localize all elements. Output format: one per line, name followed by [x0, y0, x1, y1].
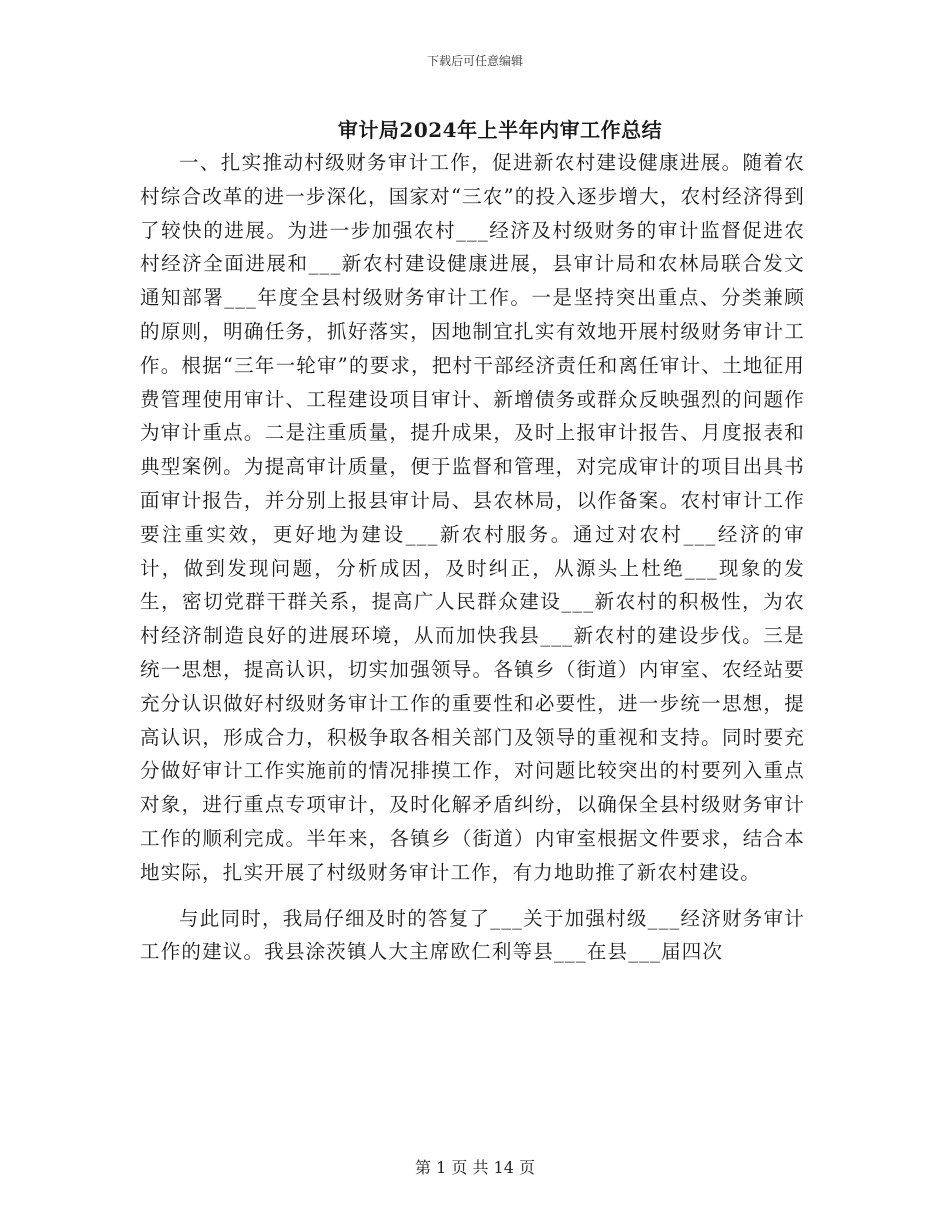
header-note: 下载后可任意编辑: [426, 54, 523, 68]
document-body: [140, 146, 805, 969]
body-paragraph-1: 一、扎实推动村级财务审计工作，促进新农村建设健康进展。随着农村综合改革的进一步深化，国家对“三农”的投入逐步增大，农村经济得到了较快的进展。为进一步加强农村___经济及村级财务的审计监督促进农村经济全面进展和___新农村建设健康进展，县审计局和农林局联合发文通知部署___年度全县村级财务审计工作。一是坚持突出重点、分类兼顾的原则，明确任务，抓好落实，因地制宜扎实有效地开展村级财务审计工作。根据“三年一轮审”的要求，把村干部经济责任和离任审计、土地征用费管理使用审计、工程建设项目审计、新增债务或群众反映强烈的问题作为审计重点。二是注重质量，提升成果，及时上报审计报告、月度报表和典型案例。为提高审计质量，便于监督和管理，对完成审计的项目出具书面审计报告，并分别上报县审计局、县农林局，以作备案。农村审计工作要注重实效，更好地为建设___新农村服务。通过对农村___经济的审计，做到发现问题，分析成因，及时纠正，从源头上杜绝___现象的发生，密切党群干群关系，提高广人民群众建设___新农村的积极性，为农村经济制造良好的进展环境，从而加快我县___新农村的建设步伐。三是统一思想，提高认识，切实加强领导。各镇乡（街道）内审室、农经站要充分认识做好村级财务审计工作的重要性和必要性，进一步统一思想，提高认识，形成合力，积极争取各相关部门及领导的重视和支持。同时要充分做好审计工作实施前的情况排摸工作，对问题比较突出的村要列入重点对象，进行重点专项审计，及时化解矛盾纠纷，以确保全县村级财务审计工作的顺利完成。半年来，各镇乡（街道）内审室根据文件要求，结合本地实际，扎实开展了村级财务审计工作，有力地助推了新农村建设。: [140, 151, 805, 884]
page-footer: 第 1 页 共 14 页: [415, 1158, 535, 1177]
document-title: 审计局2024年上半年内审工作总结: [337, 118, 663, 142]
body-paragraph-2: 与此同时，我局仔细及时的答复了___关于加强村级___经济财务审计工作的建议。我县涂茨镇人大主席欧仁利等县___在县___届四次: [140, 906, 805, 964]
